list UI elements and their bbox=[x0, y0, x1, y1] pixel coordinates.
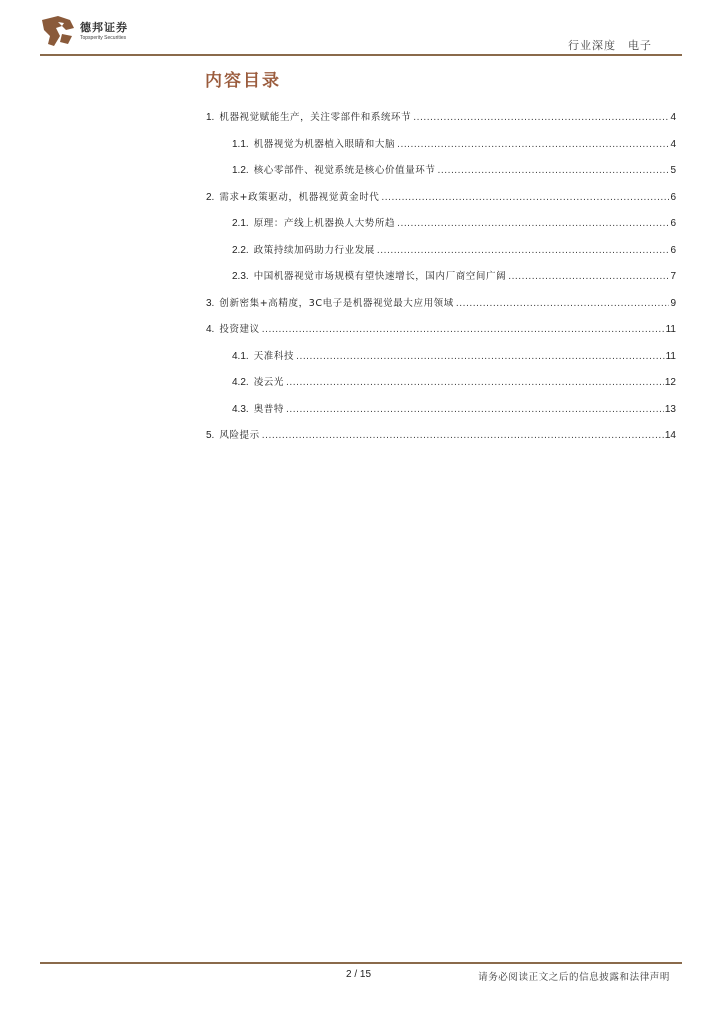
toc-entry[interactable] bbox=[232, 215, 676, 229]
toc-entry-page: 7 bbox=[670, 271, 676, 282]
toc-entry-number: 4.2. bbox=[232, 377, 249, 388]
toc-entry-number: 2.1. bbox=[232, 218, 249, 229]
toc-entry-title: 创新密集+高精度，3C电子是机器视觉最大应用领域 bbox=[219, 297, 454, 309]
logo-mark-icon bbox=[40, 14, 76, 48]
toc-entry-page: 6 bbox=[670, 244, 676, 256]
toc-entry-number: 1.2. bbox=[232, 165, 249, 176]
toc-entry-number: 2.2. bbox=[232, 244, 249, 256]
toc-entry-title: 政策持续加码助力行业发展 bbox=[253, 244, 375, 256]
toc-entry-page: 11 bbox=[665, 324, 676, 335]
toc-entry-page: 5 bbox=[670, 165, 676, 176]
toc-entry-page: 12 bbox=[664, 377, 676, 388]
toc-leader-dots bbox=[296, 352, 665, 362]
toc-entry-number: 4. bbox=[206, 324, 215, 335]
toc-leader-dots bbox=[397, 140, 669, 150]
toc-leader-dots bbox=[438, 166, 670, 176]
toc-entry-title: 中国机器视觉市场规模有望快速增长，国内厂商空间广阔 bbox=[253, 271, 507, 282]
toc-leader-dots bbox=[381, 193, 669, 203]
toc-entry[interactable] bbox=[232, 268, 676, 282]
toc-entry-page: 6 bbox=[670, 218, 676, 229]
toc-entry[interactable] bbox=[206, 189, 676, 203]
toc-leader-dots bbox=[262, 431, 664, 441]
toc-entry-page: 6 bbox=[670, 191, 676, 203]
toc-leader-dots bbox=[413, 113, 669, 123]
toc-leader-dots bbox=[377, 246, 670, 256]
toc-title: 内容目录 bbox=[205, 71, 281, 91]
footer-divider bbox=[40, 962, 682, 964]
toc-entry-title: 机器视觉为机器植入眼睛和大脑 bbox=[253, 138, 396, 150]
toc-entry-title: 投资建议 bbox=[219, 324, 260, 335]
toc-entry-number: 2. bbox=[206, 191, 215, 203]
toc-entry[interactable] bbox=[232, 401, 676, 415]
company-logo bbox=[40, 14, 128, 48]
toc-entry[interactable] bbox=[206, 321, 676, 335]
toc-entry[interactable] bbox=[206, 427, 676, 441]
toc-entry-title: 凌云光 bbox=[253, 377, 284, 388]
toc-entry-title: 风险提示 bbox=[219, 430, 260, 441]
toc-leader-dots bbox=[508, 272, 669, 282]
toc-entry[interactable] bbox=[232, 242, 676, 256]
toc-entry-title: 原理：产线上机器换人大势所趋 bbox=[253, 218, 396, 229]
page-number: 2 / 15 bbox=[346, 969, 372, 980]
logo-chinese-name: 德邦证券 bbox=[80, 20, 128, 34]
toc-leader-dots bbox=[397, 219, 669, 229]
toc-entry[interactable] bbox=[206, 295, 676, 309]
toc-leader-dots bbox=[456, 299, 670, 309]
toc-leader-dots bbox=[286, 378, 664, 388]
toc-entry-title: 机器视觉赋能生产，关注零部件和系统环节 bbox=[219, 112, 412, 123]
toc-entry-page: 4 bbox=[670, 112, 676, 123]
toc-leader-dots bbox=[262, 325, 665, 335]
toc-entry[interactable] bbox=[232, 374, 676, 388]
toc-entry-page: 4 bbox=[670, 138, 676, 150]
toc-entry-title: 需求+政策驱动，机器视觉黄金时代 bbox=[219, 191, 380, 203]
toc-entry-number: 2.3. bbox=[232, 271, 249, 282]
toc-entry-number: 3. bbox=[206, 297, 215, 309]
toc-leader-dots bbox=[286, 405, 664, 415]
toc-entry-page: 11 bbox=[665, 350, 676, 362]
toc-entry-page: 13 bbox=[664, 403, 676, 415]
toc-entry-number: 4.3. bbox=[232, 403, 249, 415]
toc-entry-title: 天准科技 bbox=[253, 350, 295, 362]
toc-entry[interactable] bbox=[232, 162, 676, 176]
logo-english-name: Topsperity Securities bbox=[80, 34, 127, 41]
header-divider bbox=[40, 54, 682, 56]
toc-entry-title: 核心零部件、视觉系统是核心价值量环节 bbox=[253, 165, 436, 176]
toc-entry-number: 1. bbox=[206, 112, 215, 123]
toc-entry-page: 14 bbox=[664, 430, 676, 441]
toc-entry-number: 5. bbox=[206, 430, 215, 441]
toc-entry-title: 奥普特 bbox=[253, 403, 284, 415]
footer-disclaimer: 请务必阅读正文之后的信息披露和法律声明 bbox=[478, 972, 670, 983]
toc-entry-number: 4.1. bbox=[232, 350, 249, 362]
report-category: 行业深度 电子 bbox=[568, 39, 652, 52]
toc-entry[interactable] bbox=[232, 348, 676, 362]
toc-entry-number: 1.1. bbox=[232, 138, 249, 150]
toc-entry[interactable] bbox=[232, 136, 676, 150]
toc-entry-page: 9 bbox=[670, 297, 676, 309]
toc-entry[interactable] bbox=[206, 109, 676, 123]
